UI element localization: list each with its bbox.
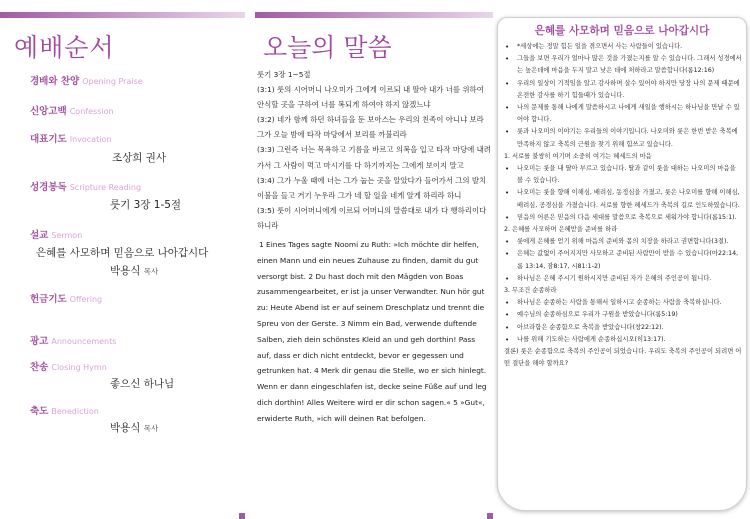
order-item-label: 대표기도 (30, 134, 67, 145)
order-item-praise (30, 73, 143, 87)
pastor-name: 박용식 (110, 422, 141, 434)
order-item-english: Confession (69, 107, 114, 116)
sermon-notes-list (498, 41, 746, 370)
order-item-english: Benediction (51, 407, 99, 416)
order-item-label: 설교 (30, 230, 49, 241)
notes-bullet: • 룻에게 은혜를 얻기 위해 마음의 준비와 몸의 치장을 하라고 권면합니다(3절). (504, 236, 742, 248)
verse: (3:2) 네가 함께 하던 하녀들을 둔 보아스는 우리의 친족이 아니냐 보라 그가 오늘 밤에 타작 마당에서 보리를 까불리라 (257, 115, 484, 140)
order-item-label: 광고 (30, 336, 49, 347)
notes-bullet: • 그들을 보면 우리가 얼마나 많은 것을 가졌는지를 알 수 있습니다. 그래서 성경에서는 높은데에 마음을 두지 말고 낮은 데에 처하라고 말씀합니다(롬12:16) (504, 53, 742, 77)
invocation-leader: 조상희 권사 (112, 152, 167, 164)
todays-word-title: 오늘의 말씀 (263, 33, 392, 62)
notes-bullet: • 우리의 일상이 기적임을 알고 감사하며 살수 있어야 하지만 당장 나의 문제 때문에 온전한 감사를 하기 힘들때가 있습니다. (504, 78, 742, 102)
notes-heading: 결론) 룻은 순종함으로 축복의 주인공이 되었습니다. 우리도 축복의 주인공이 되려면 어떤 결단을 해야 할까요? (504, 348, 742, 368)
order-item-offering (30, 291, 102, 305)
sermon-notes-title: 은혜를 사모하며 믿음으로 나아갑시다 (534, 25, 710, 37)
notes-bullet: • 아브라함은 순종함으로 축복을 받았습니다(창22:12). (504, 322, 742, 334)
sermon-title: 은혜를 사모하며 믿음으로 나아갑시다 (36, 247, 209, 259)
order-item-label: 경배와 찬양 (30, 76, 80, 87)
order-item-scripture (30, 179, 141, 193)
order-item-english: Announcements (51, 337, 117, 346)
notes-bullet: • 나를 위해 기도하는 사람에게 순종하십시오(히13:17). (504, 334, 742, 346)
worship-order-column (0, 0, 245, 519)
notes-bullet: • *세상에는 정말 힘든 일을 겪으면서 사는 사람들이 있습니다. (504, 41, 742, 53)
notes-bullet: • 은혜는 값없이 주어지지만 사모하고 준비된 사람만이 받을 수 있습니다(마22:14, 롬 13:14, 잠8:17, 시81:1-2) (504, 248, 742, 272)
benediction-pastor (110, 420, 158, 435)
scripture-reference: 룻기 3장 1-5절 (110, 199, 182, 211)
order-item-english: Closing Hymn (51, 363, 107, 372)
order-item-english: Offering (69, 295, 103, 304)
worship-order-title: 예배순서 (14, 33, 115, 62)
german-translation: 1 Eines Tages sagte Noomi zu Ruth: »Ich möchte dir helfen, einen Mann und ein neues Zuhause zu finden, damit du gut versorgt bist. 2 Du hast doch mit den Mägden von Boas zusammengearbeitet, er ist ja unser Verwandter. Nun hör gut zu: Heute Abend ist er auf seinem Dreschplatz und trennt die Spreu von der Gerste. 3 Nimm ein Bad, verwende duftende Salben, zieh dein schönstes Kleid an und geh dorthin! Pass auf, dass er dich nicht entdeckt, bevor er gegessen und getrunken hat. 4 Merk dir genau die Stelle, wo er sich hinlegt. Wenn er dann eingeschlafen ist, decke seine Füße auf und leg dich dorthin! Alles Weitere wird er dir schon sagen.« 5 »Gut«, erwiderte Ruth, »ich will deinen Rat befolgen. (257, 240, 487, 423)
pastor-title: 목사 (143, 424, 159, 433)
notes-heading: 2. 은혜를 사모하며 은혜받을 준비를 하라 (504, 226, 618, 234)
order-item-english: Opening Praise (82, 77, 143, 86)
preacher-name: 박용식 (110, 265, 141, 277)
order-item-english: Sermon (51, 231, 83, 240)
notes-bullet: • 하나님은 순종하는 사람을 통해서 일하시고 순종하는 사람을 축복하십니다. (504, 297, 742, 309)
notes-bullet: • 룻과 나오미의 이야기는 우리들의 이야기입니다. 나오미와 룻은 한번 받은 축복에 만족하지 않고 축복의 근원을 찾기 위해 힘쓰고 있습니다. (504, 126, 742, 150)
order-item-confession (30, 103, 114, 117)
verse: (3:5) 룻이 시어머니에게 이르되 어머니의 말씀대로 내가 다 행하리이다 하니라 (257, 205, 487, 230)
notes-bullet: • 예수님의 순종하심으로 우리가 구원을 받았습니다(롬5:19) (504, 309, 742, 321)
sermon-preacher (110, 263, 158, 278)
order-item-sermon (30, 227, 82, 241)
order-item-label: 헌금기도 (30, 294, 67, 305)
scripture-text (257, 67, 491, 427)
verse: (3:1) 룻의 시어머니 나오미가 그에게 이르되 내 딸아 내가 너를 위하여 안식할 곳을 구하여 너를 복되게 하여야 하지 않겠느냐 (257, 85, 484, 110)
verse: (3:3) 그런즉 너는 목욕하고 기름을 바르고 의복을 입고 타작 마당에 내려가서 그 사람이 먹고 마시기를 다 하기까지는 그에게 보이지 말고 (257, 145, 491, 170)
order-item-label: 축도 (30, 406, 49, 417)
todays-word-column (255, 0, 495, 519)
notes-bullet: • 나오미는 룻을 내 딸아 부르고 있습니다. 딸과 같이 룻을 대하는 나오미의 마음을 볼 수 있습니다. (504, 163, 742, 187)
verse: (3:4) 그가 누울 때에 너는 그가 눕는 곳을 알았다가 들어가서 그의 발치 이불을 들고 거기 누우라 그가 네 할 일을 네게 알게 하리라 하니 (257, 175, 487, 200)
order-item-english: Invocation (69, 135, 112, 144)
notes-bullet: • 믿음의 어른은 믿음의 다음 세대를 말씀으로 축복으로 세워가야 합니다(롬15:1). (504, 212, 742, 224)
notes-heading: 3. 무조건 순종하라 (504, 287, 557, 295)
notes-bullet: • 나의 문제를 통해 나에게 말씀하시고 나에게 새일을 행하시는 하나님을 만날 수 있어야 합니다. (504, 102, 742, 126)
order-item-label: 성경봉독 (30, 182, 67, 193)
notes-bullet: • 나오미는 룻을 향해 이해심, 배려심, 동정심을 가졌고, 룻은 나오미를 향해 이해심, 배려심, 공경심을 가졌습니다. 서로를 향한 헤세드가 축복의 길로 인도하였습니다. (504, 187, 742, 211)
notes-heading: 1. 서로를 불쌍히 여기며 소중히 여기는 혜세드의 마음 (504, 152, 652, 160)
scripture-reference-line: 룻기 3장 1~5절 (257, 70, 311, 79)
order-item-hymn (30, 359, 107, 373)
sermon-notes-panel (497, 17, 747, 511)
order-item-label: 신앙고백 (30, 106, 67, 117)
hymn-title: 좋으신 하나님 (110, 378, 175, 390)
order-item-invocation (30, 131, 111, 145)
order-item-benediction (30, 403, 99, 417)
order-item-label: 찬송 (30, 362, 49, 373)
order-item-announcements (30, 333, 116, 347)
preacher-title: 목사 (143, 267, 159, 276)
order-item-english: Scripture Reading (69, 183, 142, 192)
notes-bullet: • 하나님은 은혜 주시기 원하시지만 준비된 자가 은혜의 주인공이 됩니다. (504, 273, 742, 285)
